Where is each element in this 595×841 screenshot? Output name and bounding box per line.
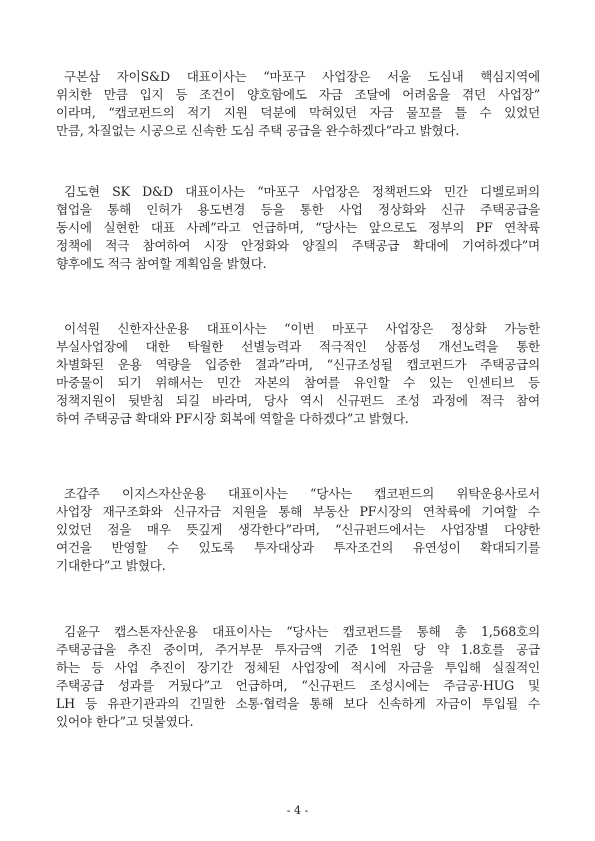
paragraph-line: 구본삼 자이S&D 대표이사는 “마포구 사업장은 서울 도심내 핵심지역에 (64, 69, 540, 84)
paragraph-line: 주택공급 성과를 거뒀다”고 언급하며, “신규펀드 조성시에는 주금공·HUG 및 (56, 678, 540, 693)
paragraph-igis-ceo-quote (56, 485, 540, 575)
paragraph-line: 하여 주택공급 확대와 PF시장 회복에 역할을 다하겠다”고 밝혔다. (56, 411, 409, 426)
paragraph-line: 동시에 실현한 대표 사례”라고 언급하며, “당사는 앞으로도 정부의 PF 연착륙 (56, 220, 540, 235)
paragraph-line: 정책에 적극 참여하여 시장 안정화와 양질의 주택공급 확대에 기여하겠다”며 (56, 238, 540, 253)
page-number: - 4 - (286, 804, 309, 817)
paragraph-line: 마중물이 되기 위해서는 민간 자본의 참여를 유인할 수 있는 인센티브 등 (56, 375, 540, 390)
paragraph-line: 협업을 통해 인허가 용도변경 등을 통한 사업 정상화와 신규 주택공급을 (56, 202, 540, 217)
paragraph-line: 주택공급을 추진 중이며, 주거부문 투자금액 기준 1억원 당 약 1.8호를 공급 (56, 642, 540, 657)
paragraph-line: 향후에도 적극 참여할 계획임을 밝혔다. (56, 256, 267, 271)
paragraph-sk-ceo-quote (56, 183, 540, 273)
paragraph-line: 김윤구 캡스톤자산운용 대표이사는 “당사는 캡코펀드를 통해 총 1,568호의 (64, 624, 540, 639)
paragraph-shinhan-ceo-quote (56, 320, 540, 428)
paragraph-line: LH 등 유관기관과의 긴밀한 소통·협력을 통해 보다 신속하게 자금이 투입될 수 (56, 696, 540, 711)
paragraph-line: 하는 등 사업 추진이 장기간 정체된 사업장에 적시에 자금을 투입해 실질적인 (56, 660, 540, 675)
paragraph-capstone-ceo-quote (56, 623, 540, 731)
paragraph-line: 있어야 한다”고 덧붙였다. (56, 714, 194, 729)
paragraph-line: 기대한다”고 밝혔다. (56, 558, 166, 573)
paragraph-line: 사업장 재구조화와 신규자금 지원을 통해 부동산 PF시장의 연착륙에 기여할 수 (56, 504, 540, 519)
paragraph-line: 이석원 신한자산운용 대표이사는 “이번 마포구 사업장은 정상화 가능한 (64, 321, 540, 336)
paragraph-line: 있었던 점을 매우 뜻깊게 생각한다”라며, “신규펀드에서는 사업장별 다양한 (56, 522, 540, 537)
paragraph-line: 조갑주 이지스자산운용 대표이사는 “당사는 캡코펀드의 위탁운용사로서 (64, 486, 540, 501)
paragraph-gs-ceo-quote (56, 68, 540, 140)
paragraph-line: 만큼, 차질없는 시공으로 신속한 도심 주택 공급을 완수하겠다”라고 밝혔다. (56, 123, 460, 138)
paragraph-line: 차별화된 운용 역량을 입증한 결과”라며, “신규조성될 캡코펀드가 주택공급의 (56, 357, 540, 372)
paragraph-line: 위치한 만큼 입지 등 조건이 양호함에도 자금 조달에 어려움을 겪던 사업장” (56, 87, 540, 102)
paragraph-line: 여건을 반영할 수 있도록 투자대상과 투자조건의 유연성이 확대되기를 (56, 540, 540, 555)
paragraph-line: 정책지원이 뒷받침 되길 바라며, 당사 역시 신규펀드 조성 과정에 적극 참여 (56, 393, 540, 408)
paragraph-line: 이라며, “캡코펀드의 적기 지원 덕분에 막혀있던 자금 물꼬를 틀 수 있었던 (56, 105, 540, 120)
paragraph-line: 김도현 SK D&D 대표이사는 “마포구 사업장은 정책펀드와 민간 디벨로퍼의 (64, 184, 540, 199)
paragraph-line: 부실사업장에 대한 탁월한 선별능력과 적극적인 상품성 개선노력을 통한 (56, 339, 540, 354)
